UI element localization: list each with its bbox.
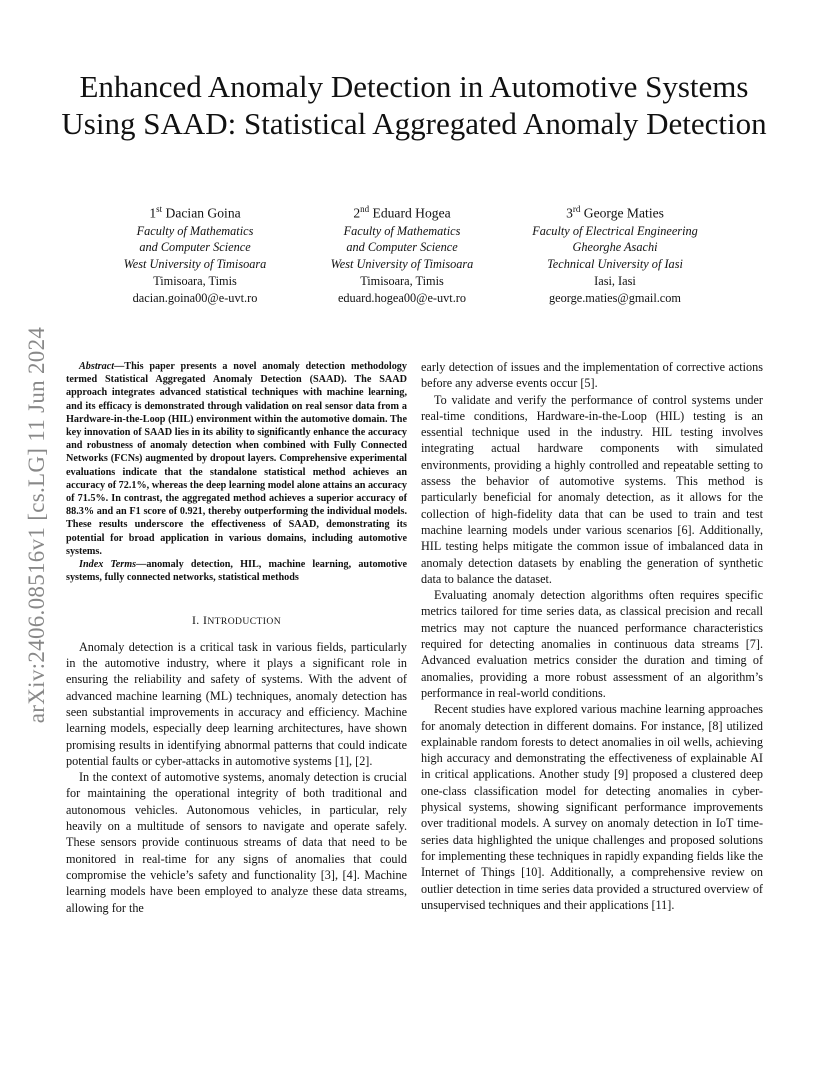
author-2-name-line [297,200,507,223]
section-numeral: I. [191,613,203,628]
index-terms-label: Index Terms [79,559,137,571]
arxiv-identifier-stamp [22,290,52,760]
author-1 [90,200,300,307]
author-affiliation: and Computer Science [139,240,251,255]
body-paragraph: Recent studies have explored various machine learning approaches for anomaly detection in different domains. For instance, [8] utilized explainable random forests to detect anomalies in oil wells, achieving high accuracy and demonstrating the effectiveness of explainable AI in critical applications. Another study [9] proposed a clustered deep one-class classification model for detecting anomalies in cyber-physical systems, showing significant performance improvements over traditional models. A survey on anomaly detection in IoT time-series data highlighted the unique challenges and proposed solutions for implementing these techniques in rapidly expanding fields like the Internet of Things [10]. Additionally, a comprehensive review on outlier detection in time series data provided a structured overview of unsupervised techniques and their applications [11]. [421,702,763,912]
body-paragraph: In the context of automotive systems, anomaly detection is crucial for maintaining the operational integrity of both traditional and autonomous vehicles. Autonomous vehicles, in particular, rely heavily on a multitude of sensors to navigate and operate safely. These sensors provide continuous streams of data that need to be monitored in real-time for any signs of anomalies that could compromise the vehicle’s safety and functionality [3], [4]. Machine learning models have been employed to analyze these data streams, allowing for the [66,770,407,915]
author-ordinal: 3 [566,205,573,221]
index-terms [66,558,407,584]
author-affiliation: West University of Timisoara [330,257,474,272]
arxiv-identifier-text: arXiv:2406.08516v1 [cs.LG] 11 Jun 2024 [24,326,49,724]
author-affiliation: Faculty of Mathematics [136,223,254,238]
author-1-name-line [90,200,300,223]
section-heading-introduction [66,612,407,630]
left-column [66,360,407,916]
author-ordinal-suffix: nd [360,204,370,214]
author-email: dacian.goina00@e-uvt.ro [132,290,258,305]
author-3-name-line [510,200,720,223]
body-paragraph: Anomaly detection is a critical task in various fields, particularly in the automotive industry, where it plays a significant role in ensuring the reliability and safety of systems. With the advent of advanced machine learning (ML) techniques, anomaly detection has seen substantial improvements in accuracy and efficiency. Machine learning models, especially deep learning architectures, have shown promising results in identifying abnormal patterns that could indicate potential faults or cyber-attacks in automotive systems [1], [2]. [66,639,407,768]
right-column [421,359,763,913]
abstract-label: Abstract [79,361,115,372]
author-2 [297,200,507,307]
author-city: Iasi, Iasi [594,273,636,288]
author-city: Timisoara, Timis [153,273,237,288]
author-affiliation: and Computer Science [346,240,458,255]
author-ordinal: 1 [149,205,157,221]
author-name: Dacian Goina [165,205,241,221]
body-paragraph-continuation: early detection of issues and the implementation of corrective actions before any adverse events occur [5]. [421,360,763,391]
author-affiliation: West University of Timisoara [123,257,267,272]
author-affiliation: Technical University of Iasi [547,257,683,272]
author-ordinal-suffix: rd [572,204,581,214]
paper-title: Enhanced Anomaly Detection in Automotive Systems Using SAAD: Statistical Aggregated Anomaly Detection [61,69,767,141]
author-email: george.maties@gmail.com [549,290,681,305]
author-name: George Maties [583,205,664,221]
author-affiliation: Faculty of Mathematics [343,223,461,238]
section-title-rest: NTRODUCTION [207,616,282,628]
author-city: Timisoara, Timis [360,273,444,288]
author-block [60,200,768,310]
index-terms-text: —anomaly detection, HIL, machine learning, automotive systems, fully connected networks, statistical methods [66,559,407,584]
author-3 [510,200,720,307]
abstract-text: —This paper presents a novel anomaly detection methodology termed Statistical Aggregated Anomaly Detection (SAAD). The SAAD approach integrates advanced statistical techniques with machine learning, and its efficacy is demonstrated through validation on real sensor data from a Hardware-in-the-Loop (HIL) environment within the automotive domain. The key innovation of SAAD lies in its ability to significantly enhance the accuracy and robustness of anomaly detection when combined with Fully Connected Networks (FCNs) augmented by dropout layers. Comprehensive experimental evaluations indicate that the standalone statistical method achieves an accuracy of 72.1%, whereas the deep learning model alone attains an accuracy of 71.5%. In contrast, the aggregated method achieves a superior accuracy of 88.3% and an F1 score of 0.921, thereby outperforming the individual models. These results underscore the effectiveness of SAAD, demonstrating its potential for broad application in various domains, including automotive systems. [66,361,407,557]
author-affiliation: Faculty of Electrical Engineering [532,223,698,238]
body-paragraph: Evaluating anomaly detection algorithms often requires specific metrics tailored for time series data, as classical precision and recall metrics may not capture the nuanced performance characteristics required for detecting anomalies in continuous data streams [7]. Advanced evaluation metrics consider the duration and timing of anomalies, providing a more robust assessment of an algorithm’s performance in real-world conditions. [421,588,763,700]
abstract [66,360,407,558]
author-email: eduard.hogea00@e-uvt.ro [337,290,467,305]
author-ordinal: 2 [353,205,361,221]
body-paragraph: To validate and verify the performance of control systems under real-time conditions, Hardware-in-the-Loop (HIL) testing is an essential technique used in the industry. HIL testing involves integrating actual hardware components with simulated environments, providing a highly controlled and repeatable setting to assess the behavior of automotive systems. This method is particularly beneficial for anomaly detection, as it allows for the collection of high-fidelity data that can be used to train and test machine learning models under various scenarios [6]. Additionally, HIL testing helps mitigate the common issue of imbalanced data in anomaly detection datasets by enabling the generation of synthetic data to balance the dataset. [421,392,763,586]
section-initial: I [203,613,208,628]
author-name: Eduard Hogea [372,205,451,221]
author-ordinal-suffix: st [156,204,163,214]
author-affiliation: Gheorghe Asachi [572,240,658,255]
